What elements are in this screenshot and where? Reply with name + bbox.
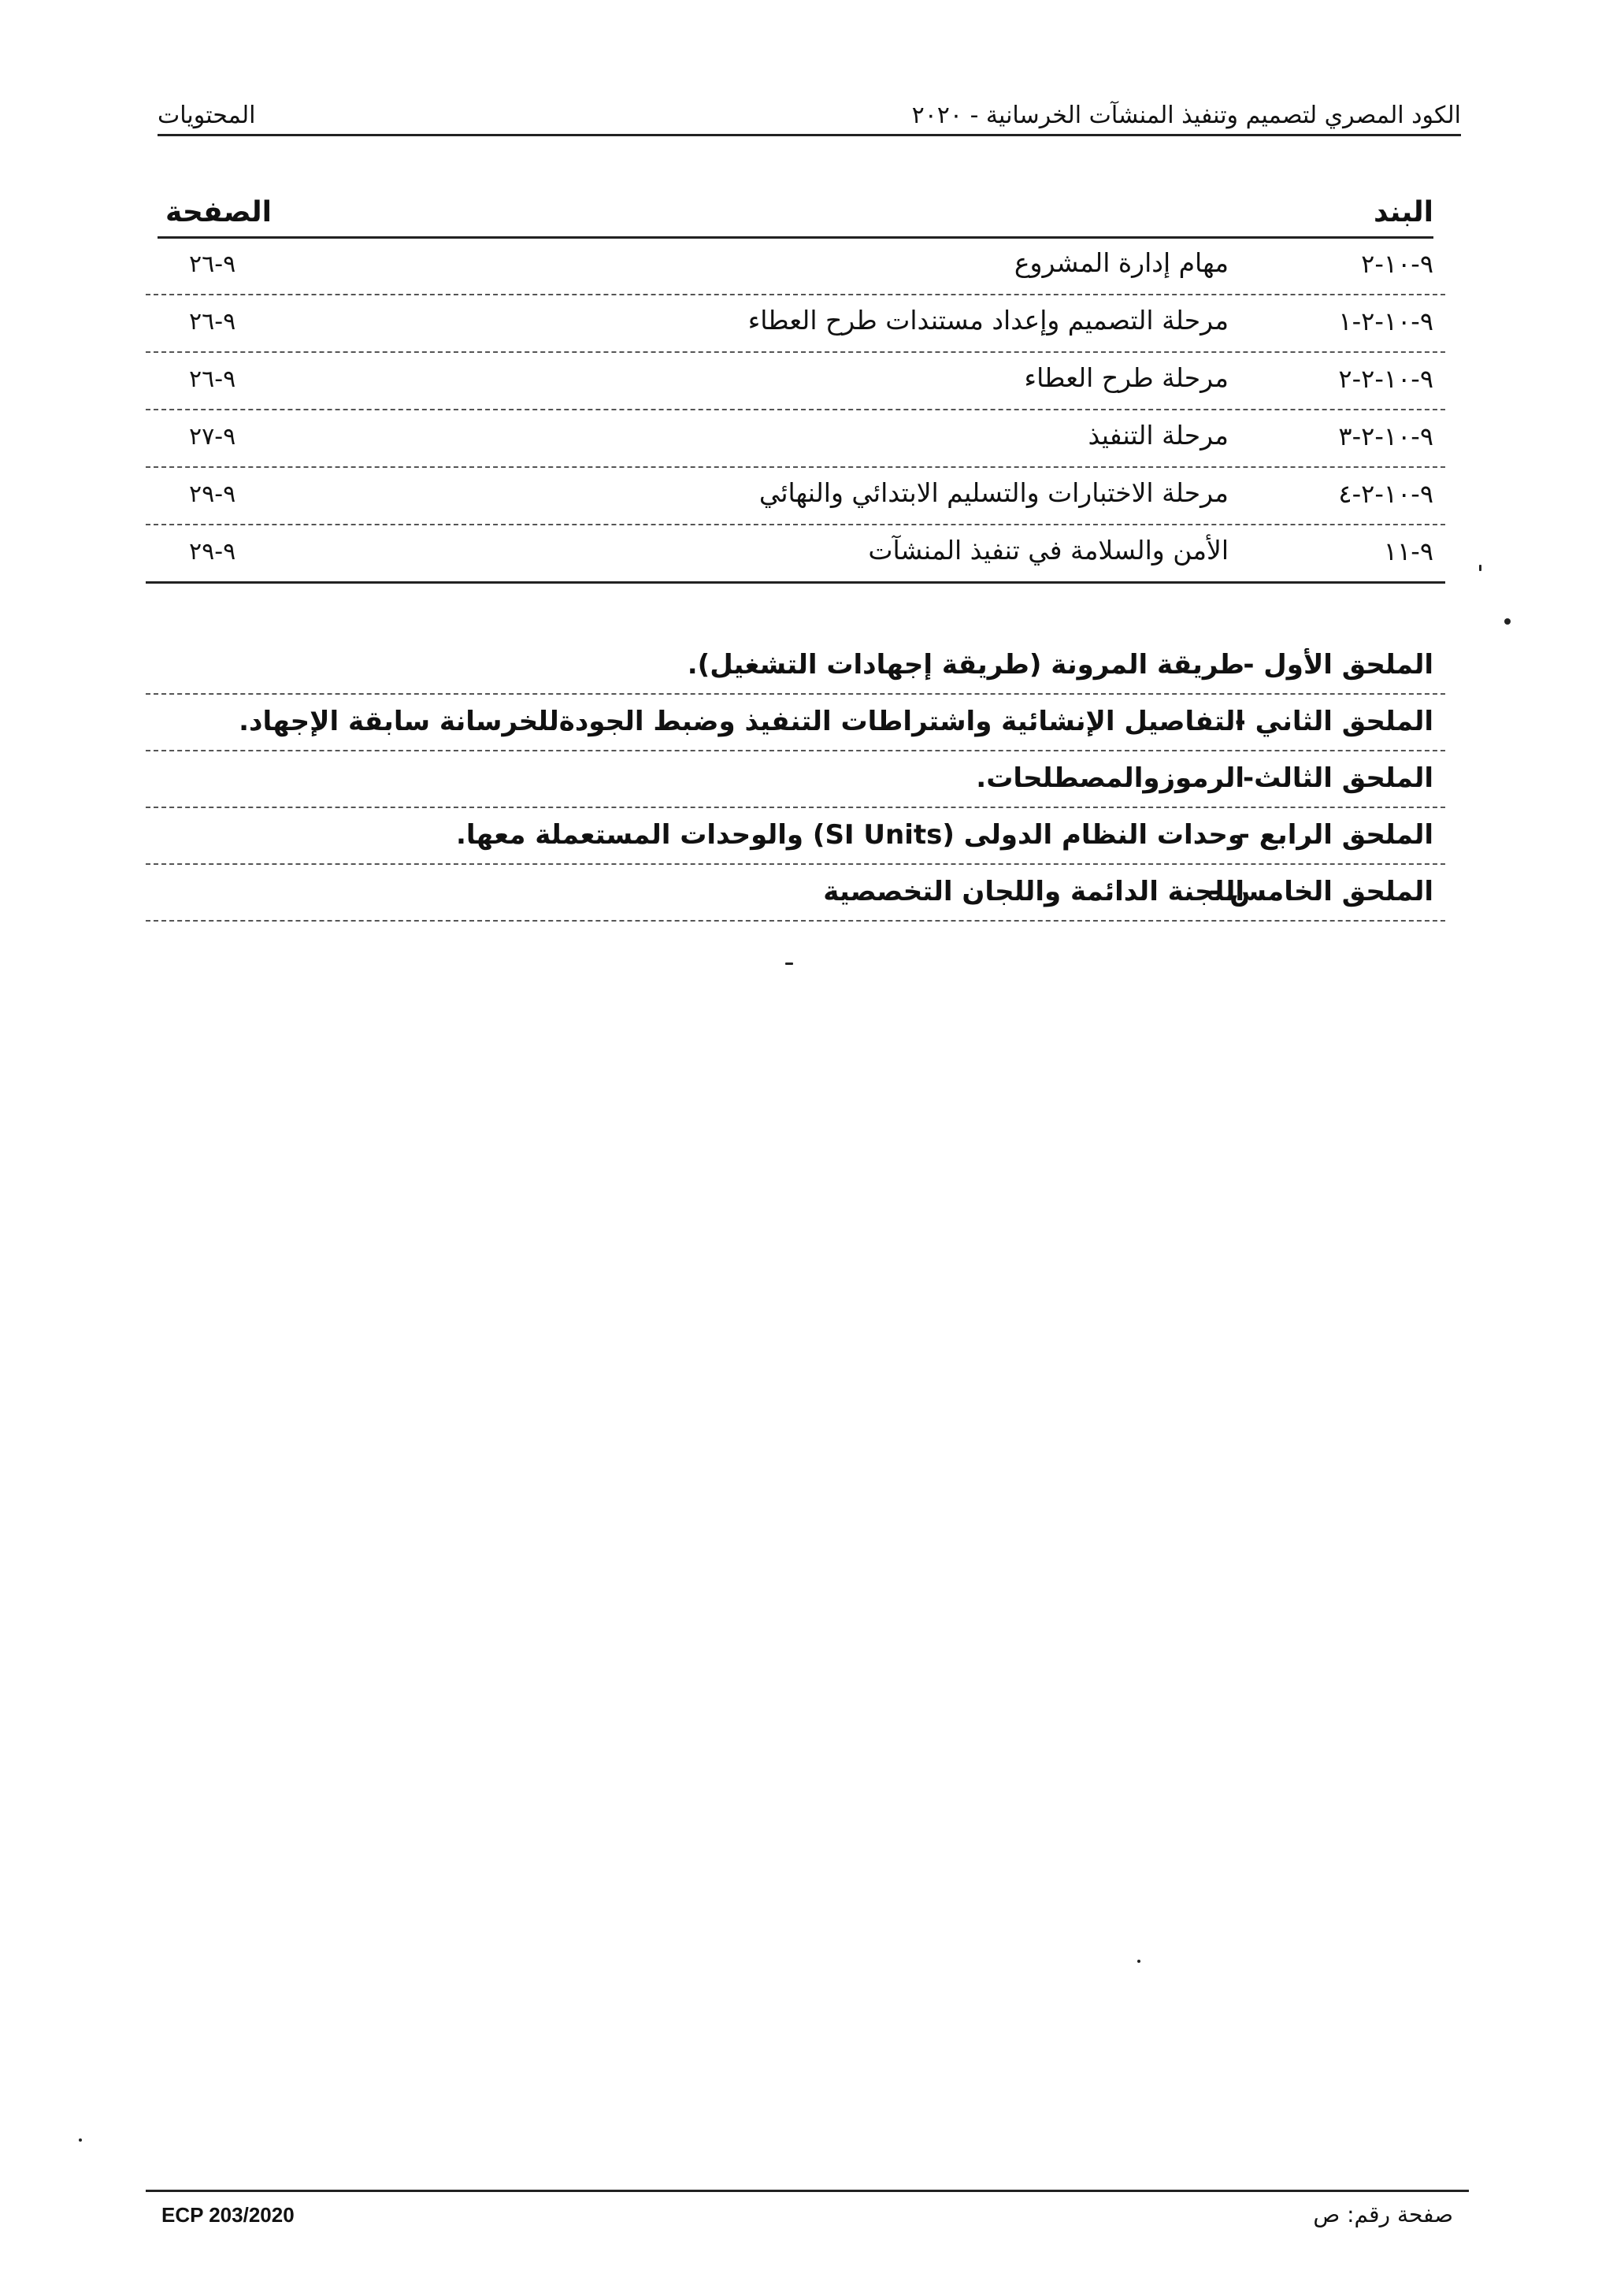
clause-title: الأمن والسلامة في تنفيذ المنشآت [868,535,1229,566]
clause-column-header: البند [1373,196,1433,228]
toc-row[interactable] [146,295,1445,353]
page-number: ٩-٢٦ [189,365,236,393]
page-footer [146,2190,1469,2239]
clause-number: ٩-١٠-٢-٢ [1338,364,1433,394]
appendix-title: التفاصيل الإنشائية واشتراطات التنفيذ وضبط الجودةللخرسانة سابقة الإجهاد. [239,706,1244,737]
page-number-label: صفحة رقم: ص [1313,2201,1453,2227]
page-number: ٩-٢٦ [189,308,236,336]
page-number: ٩-٢٦ [189,250,236,278]
document-title: الكود المصري لتصميم وتنفيذ المنشآت الخرسانية - ٢٠٢٠ [911,102,1461,129]
appendix-row[interactable] [146,751,1445,808]
appendix-label: الملحق الخامس - [1209,876,1433,907]
toc-row[interactable] [146,525,1445,584]
scan-speck [79,2138,82,2142]
appendix-title: وحدات النظام الدولى (SI Units) والوحدات المستعملة معها. [456,819,1244,851]
appendix-list [146,638,1445,922]
page-header [158,79,1461,136]
toc-row[interactable] [146,353,1445,410]
clause-number: ٩-١١ [1383,536,1433,566]
toc-column-headers [158,181,1433,239]
appendix-label: الملحق الرابع - [1238,819,1433,851]
appendix-label: الملحق الثالث- [1242,762,1433,794]
toc-row[interactable] [146,410,1445,468]
appendix-title: الرموزوالمصطلحات. [976,762,1244,794]
appendix-row[interactable] [146,865,1445,922]
page-column-header: الصفحة [165,196,273,228]
scan-speck [785,963,793,965]
toc-row[interactable] [146,238,1445,295]
scan-speck [1137,1960,1140,1963]
section-title: المحتويات [158,102,256,129]
clause-title: مرحلة الاختبارات والتسليم الابتدائي والنهائي [758,477,1229,508]
appendix-row[interactable] [146,808,1445,865]
scan-speck [1504,618,1511,625]
clause-number: ٩-١٠-٢-٤ [1338,479,1433,509]
clause-title: مهام إدارة المشروع [1014,247,1229,278]
appendix-row[interactable] [146,695,1445,751]
clause-number: ٩-١٠-٢ [1361,249,1433,279]
toc-row[interactable] [146,468,1445,525]
appendix-title: اللجنة الدائمة واللجان التخصصية [823,876,1244,907]
appendix-row[interactable] [146,638,1445,695]
page-number: ٩-٢٧ [189,423,236,451]
clause-number: ٩-١٠-٢-٣ [1338,421,1433,451]
appendix-label: الملحق الأول - [1243,649,1433,681]
code-reference: ECP 203/2020 [161,2203,295,2227]
clause-title: مرحلة التنفيذ [1088,420,1229,451]
clause-title: مرحلة طرح العطاء [1024,362,1229,393]
appendix-label: الملحق الثاني - [1234,706,1433,737]
page-number: ٩-٢٩ [189,538,236,566]
clause-number: ٩-١٠-٢-١ [1338,306,1433,336]
toc-list [146,238,1445,584]
page-number: ٩-٢٩ [189,480,236,508]
clause-title: مرحلة التصميم وإعداد مستندات طرح العطاء [747,305,1229,336]
appendix-title: طريقة المرونة (طريقة إجهادات التشغيل). [687,649,1244,681]
scan-speck [1479,565,1481,571]
